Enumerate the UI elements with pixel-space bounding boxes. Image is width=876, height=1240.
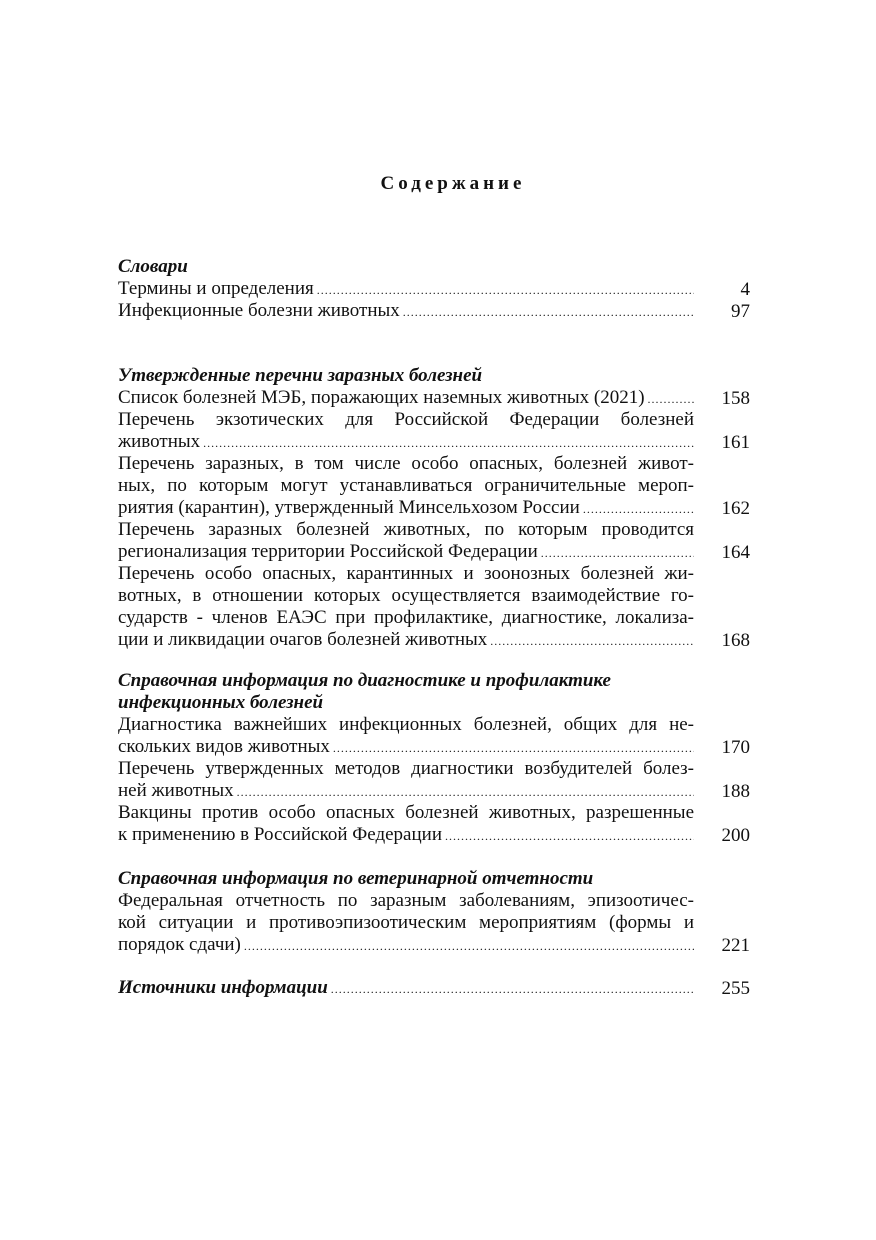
toc-page-number: 170 (721, 737, 750, 758)
dot-leader (331, 978, 694, 1000)
toc-entry-text: Источники информации (118, 977, 328, 998)
toc-entry-text: Перечень заразных, в том числе особо опасных, болезней живот- (118, 453, 694, 474)
dot-leader (237, 781, 694, 803)
toc-page-number: 221 (721, 935, 750, 956)
toc-page-number: 255 (721, 978, 750, 999)
section-heading-reporting (118, 868, 718, 890)
dot-leader (203, 432, 694, 454)
toc-entry[interactable] (118, 453, 748, 520)
section-heading-approved-lists (118, 365, 718, 387)
section-heading-line: Справочная информация по ветеринарной отчетности (118, 868, 594, 889)
toc-entry-text: Федеральная отчетность по заразным заболеваниям, эпизоотичес- (118, 890, 694, 911)
dot-leader (403, 301, 694, 323)
toc-entry-text: Перечень особо опасных, карантинных и зоонозных болезней жи- (118, 563, 694, 584)
section-heading-line: инфекционных болезней (118, 692, 324, 713)
toc-entry-text: Список болезней МЭБ, поражающих наземных животных (2021) (118, 387, 645, 408)
section-heading-line: Справочная информация по диагностике и профилактике (118, 670, 611, 691)
section-heading-line: Утвержденные перечни заразных болезней (118, 365, 483, 386)
toc-entry[interactable] (118, 278, 748, 301)
dot-leader (333, 737, 694, 759)
section-heading-dictionaries (118, 256, 718, 278)
toc-entry[interactable] (118, 714, 748, 759)
toc-entry-text: животных (118, 431, 201, 452)
dot-leader (490, 630, 694, 652)
toc-entry-text: Перечень экзотических для Российской Федерации болезней (118, 409, 694, 430)
dot-leader (541, 542, 694, 564)
toc-entry-text: скольких видов животных (118, 736, 330, 757)
toc-entry[interactable] (118, 563, 748, 652)
toc-entry-text: Перечень утвержденных методов диагностики возбудителей болез- (118, 758, 694, 779)
toc-entry-text: ции и ликвидации очагов болезней животных (118, 629, 488, 650)
toc-entry[interactable] (118, 387, 748, 410)
dot-leader (445, 825, 694, 847)
toc-page-number: 4 (740, 279, 750, 300)
section-heading-line: Словари (118, 256, 188, 277)
toc-entry[interactable] (118, 890, 748, 957)
dot-leader (317, 279, 694, 301)
dot-leader (583, 498, 694, 520)
toc-page-number: 162 (721, 498, 750, 519)
toc-entry-text: к применению в Российской Федерации (118, 824, 442, 845)
section-heading-diagnostics (118, 670, 718, 714)
toc-entry-text: ней животных (118, 780, 234, 801)
dot-leader (244, 935, 694, 957)
toc-entry-text: Инфекционные болезни животных (118, 300, 400, 321)
toc-entry-text: порядок сдачи) (118, 934, 241, 955)
toc-page-number: 168 (721, 630, 750, 651)
toc-entry-text: сударств - членов ЕАЭС при профилактике, диагностике, локализа- (118, 607, 694, 628)
toc-entry-text: Термины и определения (118, 278, 314, 299)
toc-page-number: 164 (721, 542, 750, 563)
dot-leader (648, 388, 694, 410)
toc-entry-sources[interactable] (118, 977, 748, 1000)
toc-page-number: 97 (731, 301, 750, 322)
toc-entry-text: регионализация территории Российской Федерации (118, 541, 538, 562)
toc-entry-text: Диагностика важнейших инфекционных болезней, общих для не- (118, 714, 694, 735)
toc-entry[interactable] (118, 519, 748, 564)
toc-entry-text: кой ситуации и противоэпизоотическим мероприятиям (формы и (118, 912, 694, 933)
toc-entry[interactable] (118, 300, 748, 323)
toc-page-number: 161 (721, 432, 750, 453)
toc-entry[interactable] (118, 758, 748, 803)
toc-entry[interactable] (118, 802, 748, 847)
toc-entry-text: риятия (карантин), утвержденный Минсельхозом России (118, 497, 580, 518)
toc-entry-text: вотных, в отношении которых осуществляется взаимодействие го- (118, 585, 694, 606)
page-title: Содержание (380, 173, 526, 194)
toc-entry-text: Вакцины против особо опасных болезней животных, разрешенные (118, 802, 694, 823)
toc-entry-text: Перечень заразных болезней животных, по которым проводится (118, 519, 694, 540)
toc-page-number: 158 (721, 388, 750, 409)
toc-entry-text: ных, по которым могут устанавливаться ограничительные мероп- (118, 475, 694, 496)
toc-entry[interactable] (118, 409, 748, 454)
toc-page-number: 200 (721, 825, 750, 846)
toc-page-number: 188 (721, 781, 750, 802)
